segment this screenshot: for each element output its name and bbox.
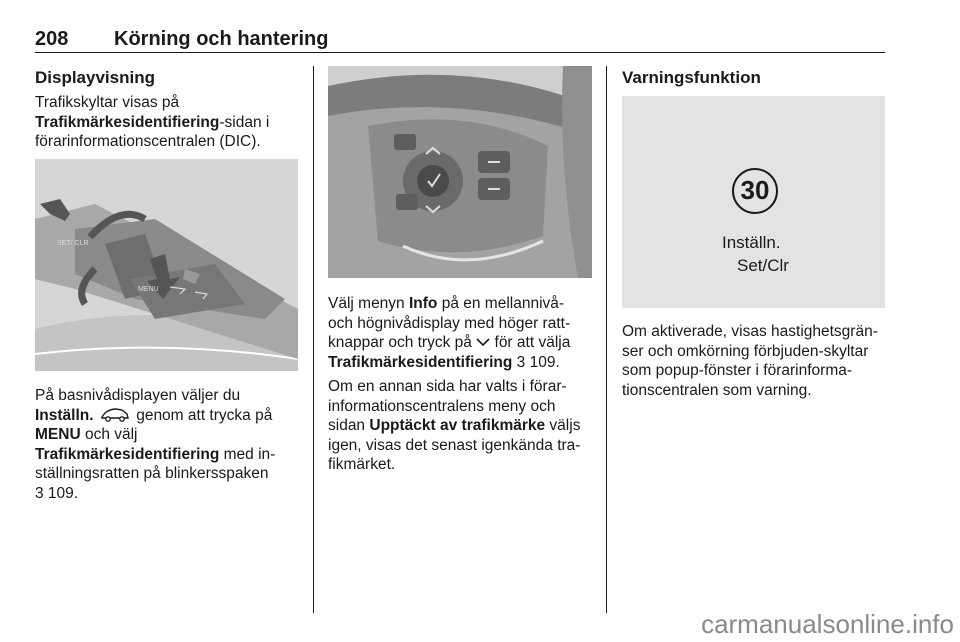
reference-arrow-icon-2: 3 (516, 353, 526, 371)
p2-bold-trafik: Trafikmärkesidentifiering (35, 445, 220, 463)
p4-bold: Upptäckt av trafikmärke (369, 417, 546, 434)
p3-l1c: på en mellannivå- (437, 295, 565, 312)
watermark: carmanualsonline.info (701, 609, 954, 639)
paragraph-4 (328, 377, 603, 475)
p2-ref[interactable]: 109. (43, 484, 79, 502)
figure-stalk (35, 159, 298, 371)
paragraph-2 (35, 386, 310, 503)
p2-bold-menu: MENU (35, 426, 81, 443)
p5-l1: Om aktiverade, visas hastighetsgrän- (622, 323, 878, 340)
p3-bold-info: Info (408, 295, 438, 312)
column-divider-1 (313, 66, 314, 613)
menu-label: MENU (138, 286, 159, 293)
p2-line5: ställningsratten på blinkersspaken (35, 465, 269, 482)
column-2-text (328, 294, 603, 475)
p3-ref[interactable]: 109. (525, 353, 560, 371)
paragraph-3 (328, 294, 603, 372)
steering-wheel-illustration (328, 66, 592, 278)
p3-bold-trafik: Trafikmärkesidentifiering (328, 353, 513, 371)
p2-bold-installn: Inställn. (35, 406, 94, 424)
reference-arrow-icon: 3 (35, 484, 44, 502)
page-number: 208 (35, 28, 69, 50)
speed-limit-sign: 30 (732, 168, 778, 214)
p2-line1: På basnivådisplayen väljer du (35, 387, 241, 404)
column-1-top (35, 68, 305, 152)
figure-steering-wheel (328, 66, 592, 278)
page-header (35, 28, 885, 53)
p4-l5: fikmärket. (328, 456, 396, 473)
p2-after3: med in- (219, 445, 276, 463)
set-clr-label: SET/ CLR (57, 240, 89, 247)
p3-l1a: Välj menyn (328, 295, 409, 312)
display-line1: Inställn. (722, 233, 781, 252)
p2-after-icon: genom att trycka på (131, 406, 273, 424)
p5-l4: tionscentralen som varning. (622, 381, 812, 399)
display-line2: Set/Clr (737, 256, 789, 275)
p1-bold: Trafikmärkesidentifiering (35, 113, 220, 131)
p4-l4: igen, visas det senast igenkända tra- (328, 436, 581, 454)
section-heading-displayvisning: Displayvisning (35, 68, 155, 87)
column-1-bottom (35, 386, 310, 503)
p1-line3: förarinformationscentralen (DIC). (35, 133, 261, 150)
p5-l3: som popup-fönster i förarinforma- (622, 362, 853, 379)
column-3-text (622, 322, 892, 400)
p4-l1: Om en annan sida har valts i förar- (328, 378, 567, 395)
p3-l3a: knappar och tryck på (328, 334, 477, 351)
p5-l2: ser och omkörning förbjuden-skyltar (622, 342, 869, 360)
figure-dic-display (622, 96, 885, 308)
p4-l3c: väljs (545, 417, 581, 434)
paragraph-1 (35, 93, 305, 152)
p3-l2: och högnivådisplay med höger ratt- (328, 314, 571, 332)
p4-l3a: sidan (328, 417, 370, 434)
section-heading-varningsfunktion: Varningsfunktion (622, 68, 761, 87)
car-settings-icon (100, 408, 130, 422)
p2-och-valj: och välj (80, 426, 138, 443)
paragraph-5 (622, 322, 892, 400)
p1-text: Trafikskyltar visas på (35, 94, 180, 111)
p1-rest: -sidan i (219, 113, 270, 131)
chevron-down-icon (476, 337, 490, 347)
p3-l3b: för att välja (490, 334, 571, 351)
p4-l2: informationscentralens meny och (328, 397, 556, 415)
stalk-illustration (35, 159, 298, 371)
chapter-title: Körning och hantering (114, 28, 329, 50)
column-divider-2 (606, 66, 607, 613)
column-3-top (622, 68, 887, 88)
